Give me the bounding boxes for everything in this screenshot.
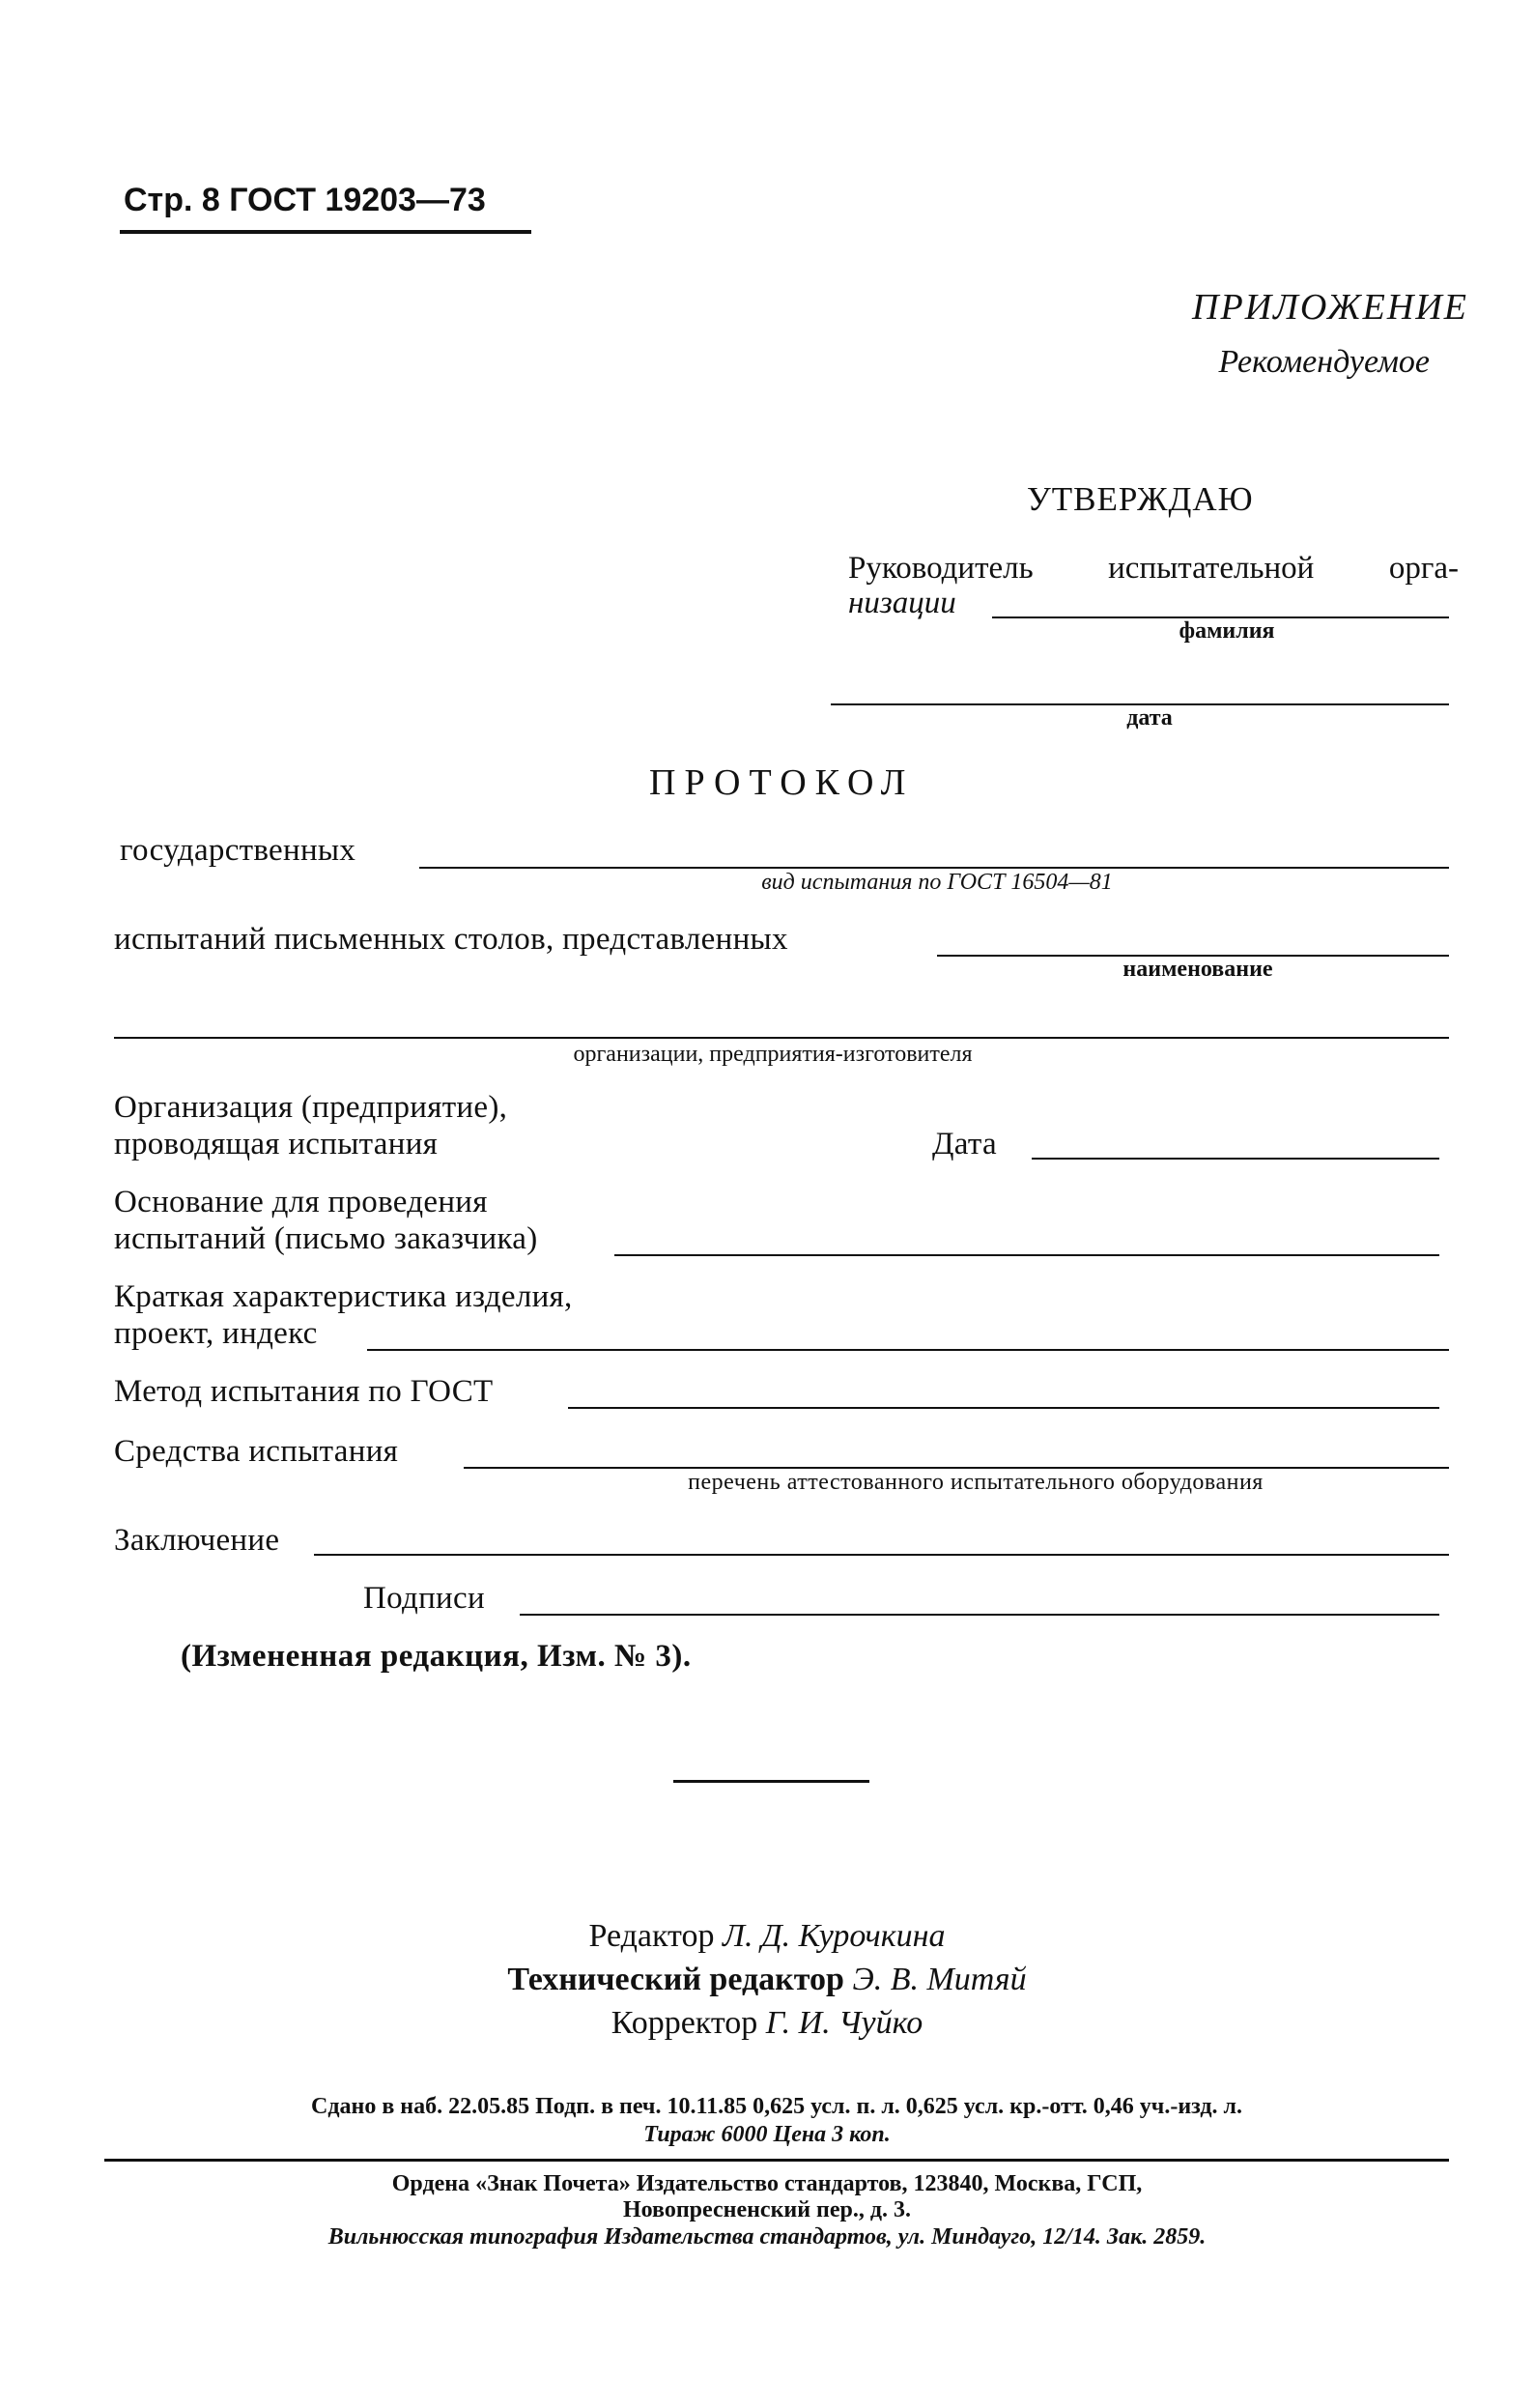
imprint-line2: Тираж 6000 Цена 3 коп. [643,2122,891,2147]
tech-editor-name: Э. В. Митяй [852,1962,1027,1997]
header-rule [120,230,531,234]
basis-label-line1: Основание для проведения [114,1185,488,1219]
signatures-line [520,1614,1439,1616]
corrector-role: Корректор [611,2005,758,2041]
appendix-title: ПРИЛОЖЕНИЕ [1192,287,1468,328]
editor-name: Л. Д. Курочкина [722,1918,946,1954]
tech-editor-role: Технический редактор [507,1962,844,1997]
approval-date-caption: дата [1126,705,1173,731]
means-caption: перечень аттестованного испытательного оборудования [688,1470,1264,1495]
imprint-line3: Ордена «Знак Почета» Издательство стандартов, 123840, Москва, ГСП, [391,2171,1143,2196]
approval-title: УТВЕРЖДАЮ [1027,480,1254,518]
means-label: Средства испытания [114,1434,399,1469]
credits-tech-editor [0,1962,1534,1998]
org-line [114,1037,1449,1039]
brief-label-line1: Краткая характеристика изделия, [114,1279,573,1314]
approval-line1: Руководитель испытательной орга- [848,551,1459,586]
conclusion-line [314,1554,1449,1556]
state-caption: вид испытания по ГОСТ 16504—81 [761,870,1113,895]
credits-corrector [0,2005,1534,2042]
method-line [568,1407,1439,1409]
approval-name-caption: фамилия [1179,618,1275,644]
org-caption: организации, предприятия-изготовителя [573,1042,973,1067]
brief-line [367,1349,1449,1351]
basis-line [614,1254,1439,1256]
page-header: Стр. 8 ГОСТ 19203—73 [124,182,486,218]
date-line [1032,1158,1439,1160]
appendix-subtitle: Рекомендуемое [1218,344,1430,380]
state-label: государственных [120,833,356,868]
org-label-line1: Организация (предприятие), [114,1090,508,1125]
editor-role: Редактор [588,1918,715,1954]
tests-caption: наименование [1122,957,1273,982]
protocol-title: ПРОТОКОЛ [649,762,915,803]
conclusion-label: Заключение [114,1523,280,1558]
means-line [464,1467,1449,1469]
basis-label-line2: испытаний (письмо заказчика) [114,1221,538,1256]
org-label-line2: проводящая испытания [114,1127,439,1161]
method-label: Метод испытания по ГОСТ [114,1374,494,1409]
signatures-label: Подписи [363,1581,485,1616]
brief-label-line2: проект, индекс [114,1316,318,1351]
revision-note: (Измененная редакция, Изм. № 3). [181,1639,692,1674]
section-divider [673,1780,869,1783]
state-line [419,867,1449,869]
corrector-name: Г. И. Чуйко [765,2005,923,2041]
tests-label: испытаний письменных столов, представленных [114,922,788,957]
approval-line2: низации [848,586,956,620]
credits-editor [0,1918,1534,1955]
imprint-line1: Сдано в наб. 22.05.85 Подп. в печ. 10.11.85 0,625 усл. п. л. 0,625 усл. кр.-отт. 0,46 уч.-изд. л. [311,2094,1242,2119]
date-label: Дата [932,1127,997,1161]
imprint-line4: Новопресненский пер., д. 3. [622,2197,912,2222]
imprint-line5: Вильнюсская типография Издательства стандартов, ул. Миндауго, 12/14. Зак. 2859. [327,2224,1207,2250]
imprint-rule [104,2159,1449,2162]
